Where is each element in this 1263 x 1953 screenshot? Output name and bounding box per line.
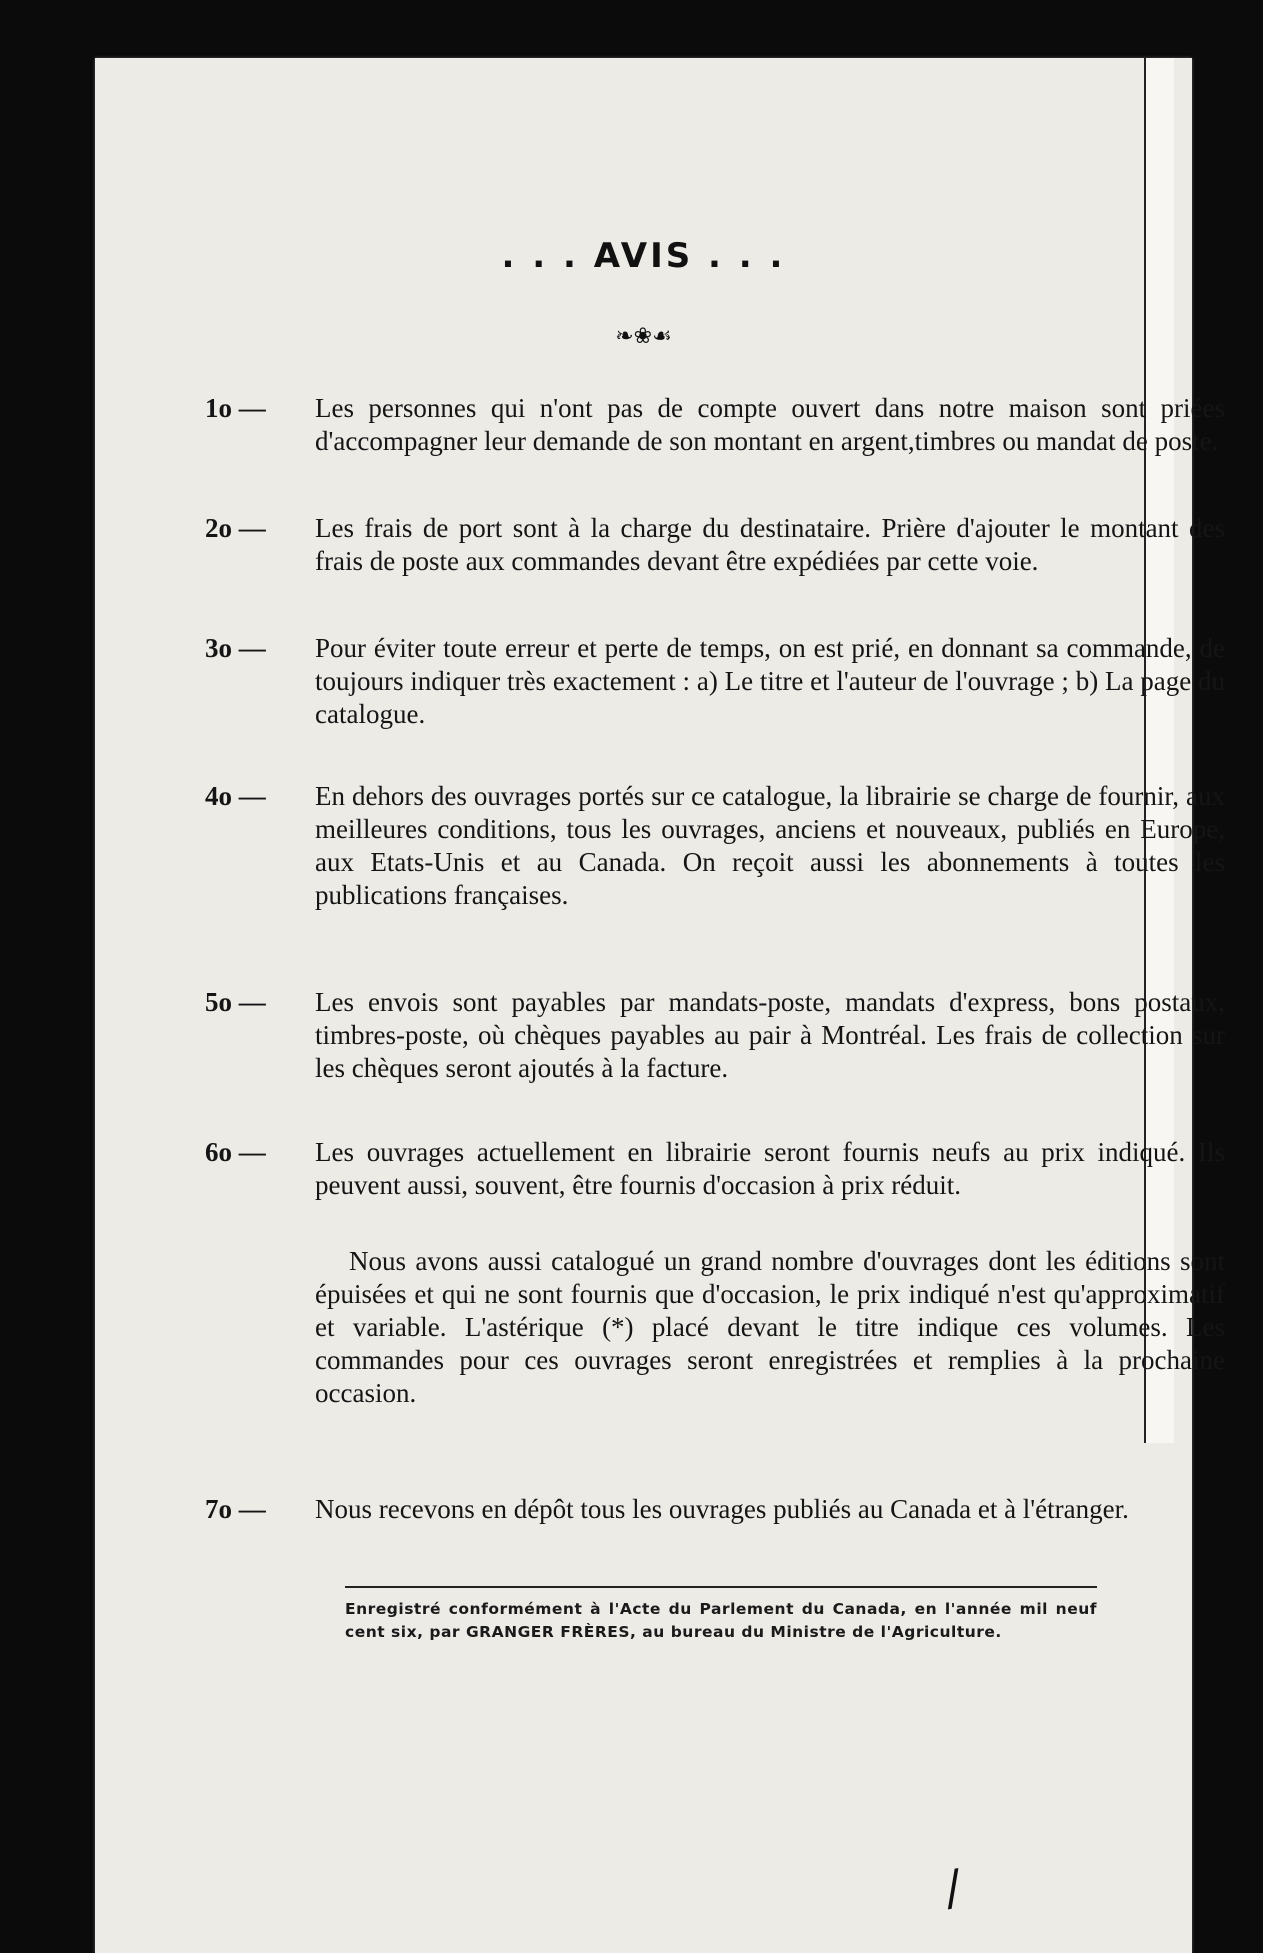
item-text: Les ouvrages actuellement en librairie seront fournis neufs au prix indiqué. Ils peuvent aussi, souvent, être fournis d'occasion à prix réduit.: [315, 1137, 1225, 1200]
item-number: 2o —: [205, 513, 266, 543]
pencil-mark: /: [941, 1859, 965, 1917]
item-number: 5o —: [205, 987, 266, 1017]
notice-item-6-continued: [315, 1245, 1225, 1410]
document-page: [95, 58, 1225, 1953]
item-text: Les personnes qui n'ont pas de compte ouvert dans notre maison sont priées d'accompagner leur demande de son montant en argent,timbres ou mandat de poste.: [315, 393, 1225, 456]
footer-divider: [345, 1586, 1097, 1588]
ornament-icon: ❧❀☙: [615, 323, 672, 348]
copyright-footer: Enregistré conformément à l'Acte du Parlement du Canada, en l'année mil neuf cent six, par GRANGER FRÈRES, au bureau du Ministre de l'Agriculture.: [345, 1600, 1097, 1641]
notice-item-1: [205, 392, 1225, 458]
item-number: 1o —: [205, 393, 266, 423]
item-number: 4o —: [205, 781, 266, 811]
item-text: Les envois sont payables par mandats-poste, mandats d'express, bons postaux, timbres-poste, où chèques payables au pair à Montréal. Les frais de collection sur les chèques seront ajoutés à la facture.: [315, 987, 1225, 1083]
notice-item-3: [205, 632, 1225, 731]
notice-item-7: [205, 1493, 1225, 1526]
notice-item-4: [205, 780, 1225, 912]
item-text: En dehors des ouvrages portés sur ce catalogue, la librairie se charge de fournir, aux meilleures conditions, tous les ouvrages, anciens et nouveaux, publiés en Europe, aux Etats-Unis et au Canada. On reçoit aussi les abonnements à toutes les publications françaises.: [315, 781, 1225, 910]
notice-item-6: [205, 1136, 1225, 1202]
item-text: Nous avons aussi catalogué un grand nombre d'ouvrages dont les éditions sont épuisées et qui ne sont fournis que d'occasion, le prix indiqué n'est qu'approximatif et variable. L'astérique (*) placé devant le titre indique ces volumes. Les commandes pour ces ouvrages seront enregistrées et remplies à la prochaine occasion.: [315, 1246, 1225, 1408]
item-number: 7o —: [205, 1494, 266, 1524]
item-text: Les frais de port sont à la charge du destinataire. Prière d'ajouter le montant des frais de poste aux commandes devant être expédiées par cette voie.: [315, 513, 1225, 576]
page-title: . . . AVIS . . .: [501, 236, 786, 276]
item-text: Pour éviter toute erreur et perte de temps, on est prié, en donnant sa commande, de toujours indiquer très exactement : a) Le titre et l'auteur de l'ouvrage ; b) La page du catalogue.: [315, 633, 1225, 729]
item-text: Nous recevons en dépôt tous les ouvrages publiés au Canada et à l'étranger.: [315, 1494, 1129, 1524]
item-number: 6o —: [205, 1137, 266, 1167]
item-number: 3o —: [205, 633, 266, 663]
notice-item-5: [205, 986, 1225, 1085]
notice-item-2: [205, 512, 1225, 578]
